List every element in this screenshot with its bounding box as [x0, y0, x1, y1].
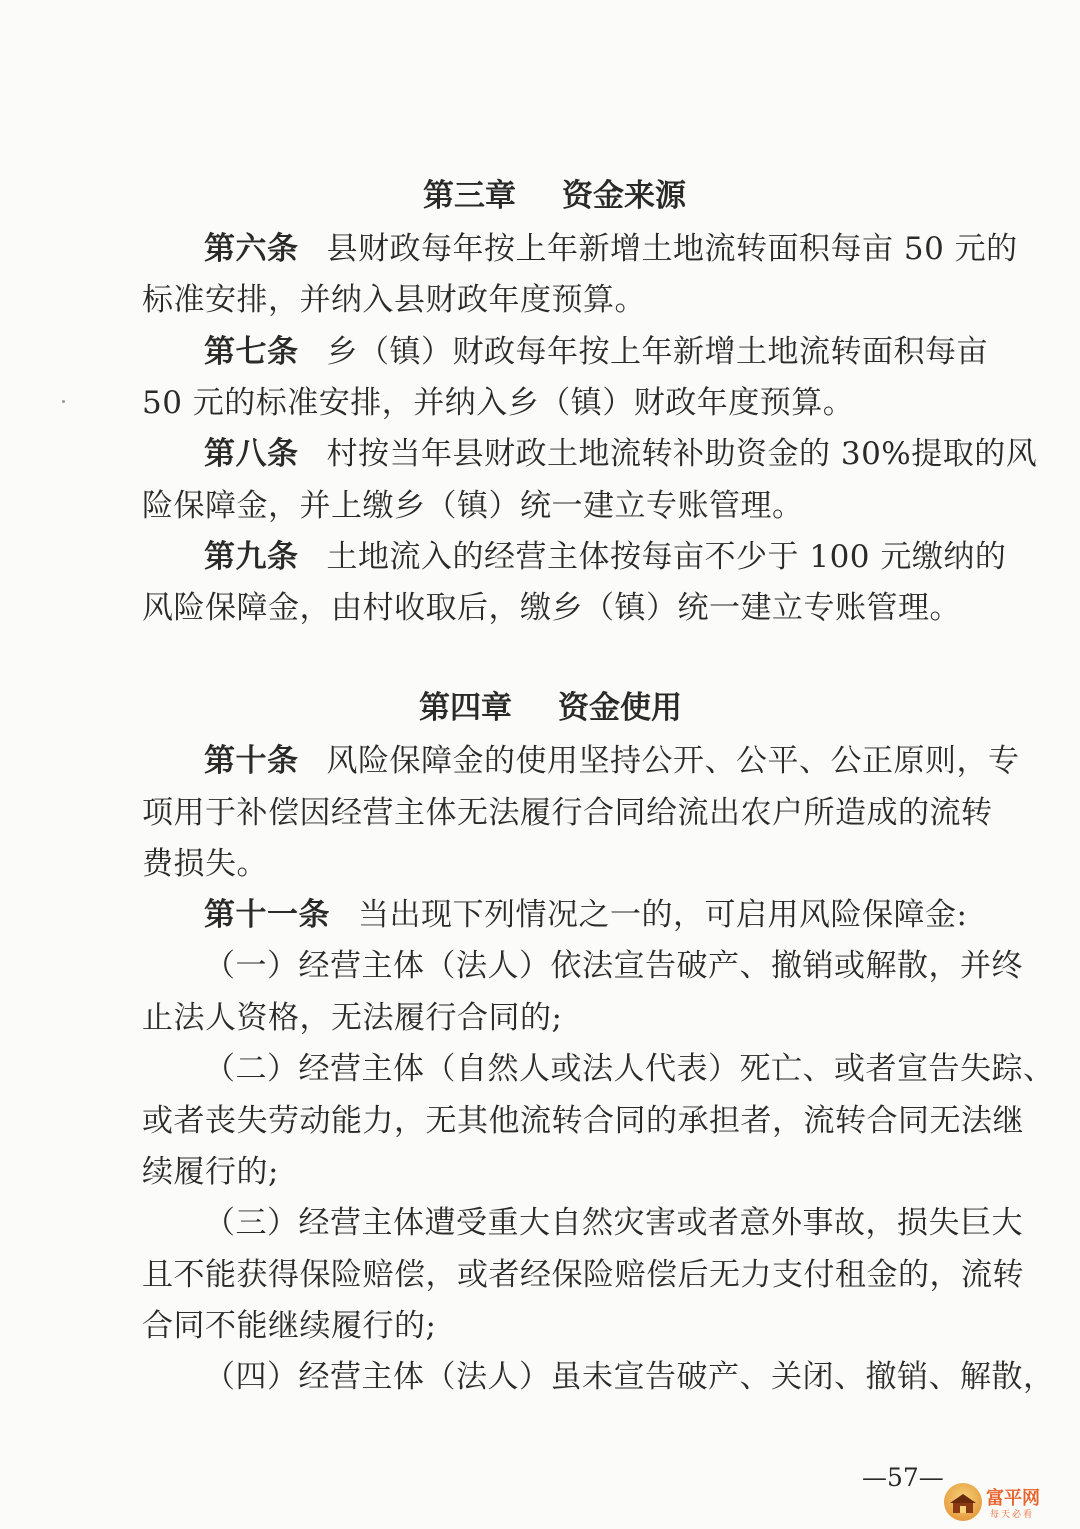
article-8-label: 第八条: [204, 436, 299, 472]
article-10-line-2: 项用于补偿因经营主体无法履行合同给流出农户所造成的流转: [142, 795, 993, 831]
site-watermark: [944, 1483, 1074, 1523]
item-2-line-2: 或者丧失劳动能力，无其他流转合同的承担者，流转合同无法继: [142, 1103, 1024, 1139]
item-2-line-1: （二）经营主体（自然人或法人代表）死亡、或者宣告失踪、: [204, 1051, 1055, 1087]
item-1-line-2: 止法人资格，无法履行合同的;: [142, 1000, 563, 1036]
article-7-line-2: 50 元的标准安排，并纳入乡（镇）财政年度预算。: [142, 385, 855, 421]
item-4-line-1: （四）经营主体（法人）虽未宣告破产、关闭、撤销、解散，: [204, 1359, 1055, 1395]
article-6-label: 第六条: [204, 231, 299, 267]
article-10-label: 第十条: [204, 743, 299, 779]
article-8-text-1: 村按当年县财政土地流转补助资金的 30%提取的风: [326, 436, 1038, 472]
watermark-subtitle: 每天必看: [990, 1510, 1035, 1520]
item-3-line-1: （三）经营主体遭受重大自然灾害或者意外事故，损失巨大: [204, 1205, 1023, 1241]
article-11-label: 第十一条: [204, 897, 330, 933]
item-1-line-1: （一）经营主体（法人）依法宣告破产、撤销或解散，并终: [204, 948, 1023, 984]
article-6-line-2: 标准安排，并纳入县财政年度预算。: [142, 282, 646, 318]
article-9-line-2: 风险保障金，由村收取后，缴乡（镇）统一建立专账管理。: [142, 590, 961, 626]
article-6-text-1: 县财政每年按上年新增土地流转面积每亩 50 元的: [326, 231, 1018, 267]
article-9-label: 第九条: [204, 539, 299, 575]
article-11-text-1: 当出现下列情况之一的，可启用风险保障金:: [358, 897, 968, 933]
watermark-title: 富平网: [986, 1488, 1040, 1509]
chapter-4-number: 第四章: [419, 690, 512, 726]
chapter-3-title: 资金来源: [562, 178, 686, 214]
article-7-label: 第七条: [204, 334, 299, 370]
item-3-line-3: 合同不能继续履行的;: [142, 1308, 437, 1344]
article-10-line-3: 费损失。: [142, 846, 268, 882]
article-8-line-1: [204, 434, 1037, 474]
chapter-4-heading: [419, 688, 682, 728]
article-10-text-1: 风险保障金的使用坚持公开、公平、公正原则，专: [326, 743, 1020, 779]
article-11-line-1: [204, 895, 967, 935]
article-6-line-1: [204, 229, 1018, 269]
scan-speck: [62, 400, 65, 403]
item-2-line-3: 续履行的;: [142, 1154, 279, 1190]
article-9-text-1: 土地流入的经营主体按每亩不少于 100 元缴纳的: [326, 539, 1007, 575]
article-7-line-1: [204, 332, 988, 372]
chapter-4-title: 资金使用: [558, 690, 682, 726]
article-9-line-1: [204, 537, 1006, 577]
chapter-3-heading: [423, 176, 686, 216]
article-8-line-2: 险保障金，并上缴乡（镇）统一建立专账管理。: [142, 488, 804, 524]
page-number: —57—: [862, 1463, 944, 1492]
watermark-logo-icon: [944, 1483, 982, 1521]
item-3-line-2: 且不能获得保险赔偿，或者经保险赔偿后无力支付租金的，流转: [142, 1257, 1024, 1293]
article-7-text-1: 乡（镇）财政每年按上年新增土地流转面积每亩: [326, 334, 988, 370]
article-10-line-1: [204, 741, 1020, 781]
chapter-3-number: 第三章: [423, 178, 516, 214]
